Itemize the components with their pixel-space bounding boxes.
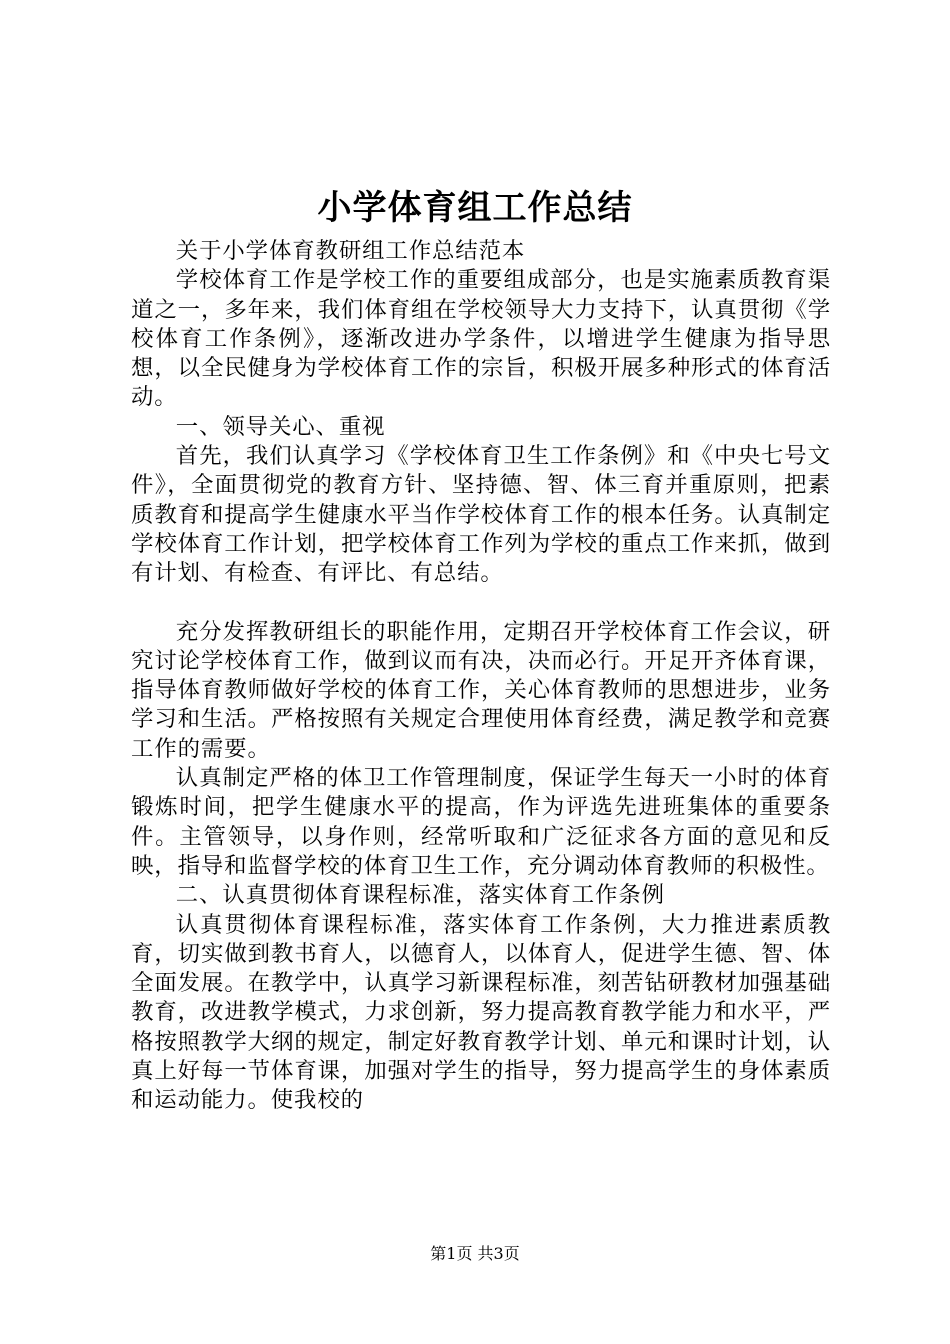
paragraph-section-1c: 认真制定严格的体卫工作管理制度，保证学生每天一小时的体育锻炼时间，把学生健康水平的提高，作为评选先进班集体的重要条件。主管领导，以身作则，经常听取和广泛征求各方面的意见和反映，指导和监督学校的体育卫生工作，充分调动体育教师的积极性。 — [131, 765, 831, 879]
section-heading-1: 一、领导关心、重视 — [175, 413, 386, 440]
paragraph-section-2a: 认真贯彻体育课程标准，落实体育工作条例，大力推进素质教育，切实做到教书育人，以德育人，以体育人，促进学生德、智、体全面发展。在教学中，认真学习新课程标准，刻苦钻研教材加强基础教育，改进教学模式，力求创新，努力提高教育教学能力和水平，严格按照教学大纲的规定，制定好教育教学计划、单元和课时计划，认真上好每一节体育课，加强对学生的指导，努力提高学生的身体素质和运动能力。使我校的 — [131, 911, 831, 1114]
document-title: 小学体育组工作总结 — [317, 188, 633, 228]
paragraph-section-1a: 首先，我们认真学习《学校体育卫生工作条例》和《中央七号文件》，全面贯彻党的教育方针、坚持德、智、体三育并重原则，把素质教育和提高学生健康水平当作学校体育工作的根本任务。认真制定学校体育工作计划，把学校体育工作列为学校的重点工作来抓，做到有计划、有检查、有评比、有总结。 — [131, 443, 831, 587]
paragraph-gap — [131, 589, 831, 618]
document-body — [131, 237, 831, 1116]
page-number: 第1页 共3页 — [430, 1244, 520, 1263]
paragraph-intro: 学校体育工作是学校工作的重要组成部分，也是实施素质教育渠道之一，多年来，我们体育组在学校领导大力支持下，认真贯彻《学校体育工作条例》，逐渐改进办学条件，以增进学生健康为指导思想，以全民健身为学校体育工作的宗旨，积极开展多种形式的体育活动。 — [131, 267, 831, 411]
paragraph-subtitle: 关于小学体育教研组工作总结范本 — [175, 238, 526, 264]
section-heading-2: 二、认真贯彻体育课程标准，落实体育工作条例 — [175, 882, 665, 909]
paragraph-section-1b: 充分发挥教研组长的职能作用，定期召开学校体育工作会议，研究讨论学校体育工作，做到议而有决，决而必行。开足开齐体育课，指导体育教师做好学校的体育工作，关心体育教师的思想进步，业务学习和生活。严格按照有关规定合理使用体育经费，满足教学和竞赛工作的需要。 — [131, 618, 831, 762]
